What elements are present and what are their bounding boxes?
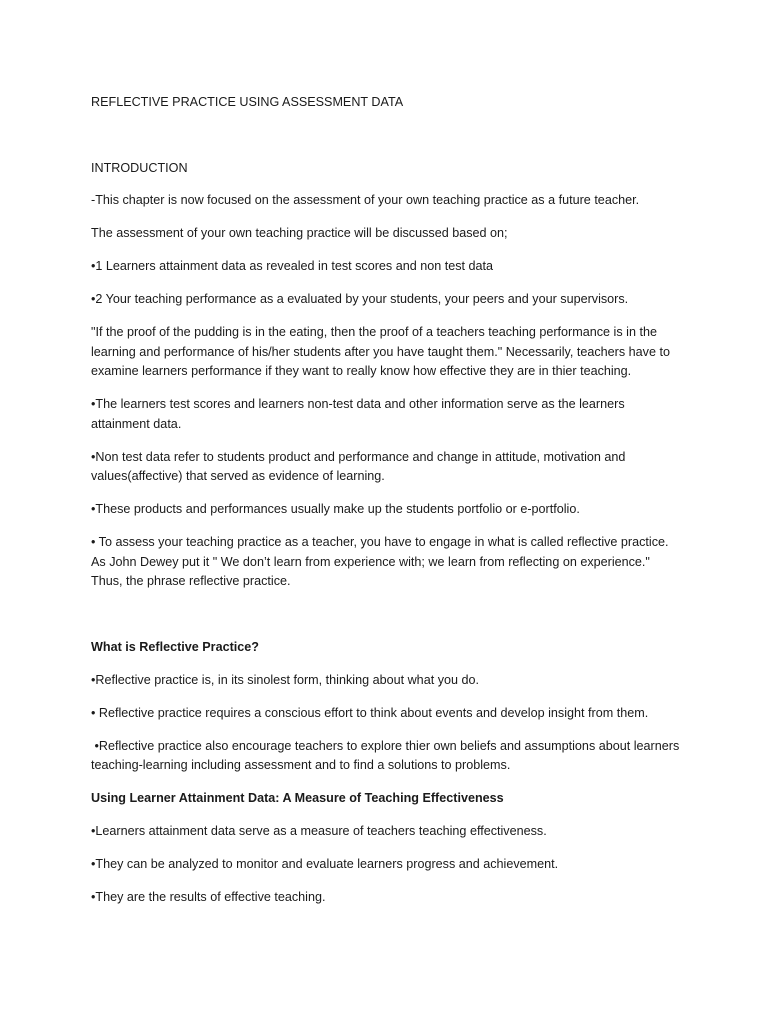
- section1-bullet: •Reflective practice also encourage teachers to explore thier own beliefs and assumptions about learners teaching-learning including assessment and to find a solutions to problems.: [91, 738, 683, 772]
- section1-bullet: • Reflective practice requires a conscious effort to think about events and develop insight from them.: [91, 705, 649, 720]
- intro-bullet: •The learners test scores and learners non-test data and other information serve as the learners attainment data.: [91, 397, 625, 431]
- section-heading-reflective-practice: What is Reflective Practice?: [91, 639, 259, 654]
- intro-bullet: •Non test data refer to students product and performance and change in attitude, motivation and values(affective) that served as evidence of learning.: [91, 449, 626, 483]
- section2-bullet: •Learners attainment data serve as a measure of teachers teaching effectiveness.: [91, 824, 547, 838]
- intro-paragraph: -This chapter is now focused on the assessment of your own teaching practice as a future teacher.: [91, 193, 640, 207]
- intro-paragraph: The assessment of your own teaching practice will be discussed based on;: [91, 226, 508, 240]
- intro-bullet: •1 Learners attainment data as revealed in test scores and non test data: [91, 259, 494, 273]
- section-heading-learner-attainment-data: Using Learner Attainment Data: A Measure of Teaching Effectiveness: [91, 791, 504, 805]
- introduction-heading: INTRODUCTION: [91, 161, 188, 175]
- document-page: [91, 93, 681, 921]
- section2-bullet: •They are the results of effective teaching.: [91, 890, 326, 904]
- intro-bullet: •2 Your teaching performance as a evaluated by your students, your peers and your supervisors.: [91, 292, 629, 306]
- document-title: REFLECTIVE PRACTICE USING ASSESSMENT DATA: [91, 95, 404, 109]
- intro-bullet: • To assess your teaching practice as a teacher, you have to engage in what is called reflective practice. As John Dewey put it " We don’t learn from experience with; we learn from reflecting on experience." Thus, the phrase reflective practice.: [91, 535, 669, 588]
- section2-bullet: •They can be analyzed to monitor and evaluate learners progress and achievement.: [91, 857, 559, 871]
- intro-quote-paragraph: "If the proof of the pudding is in the eating, then the proof of a teachers teaching performance is in the learning and performance of his/her students after you have taught them." Necessarily, teachers have to examine learners performance if they want to really know how effective they are in thier teaching.: [91, 325, 670, 378]
- section1-bullet: •Reflective practice is, in its sinolest form, thinking about what you do.: [91, 672, 480, 687]
- intro-bullet: •These products and performances usually make up the students portfolio or e-portfolio.: [91, 502, 580, 516]
